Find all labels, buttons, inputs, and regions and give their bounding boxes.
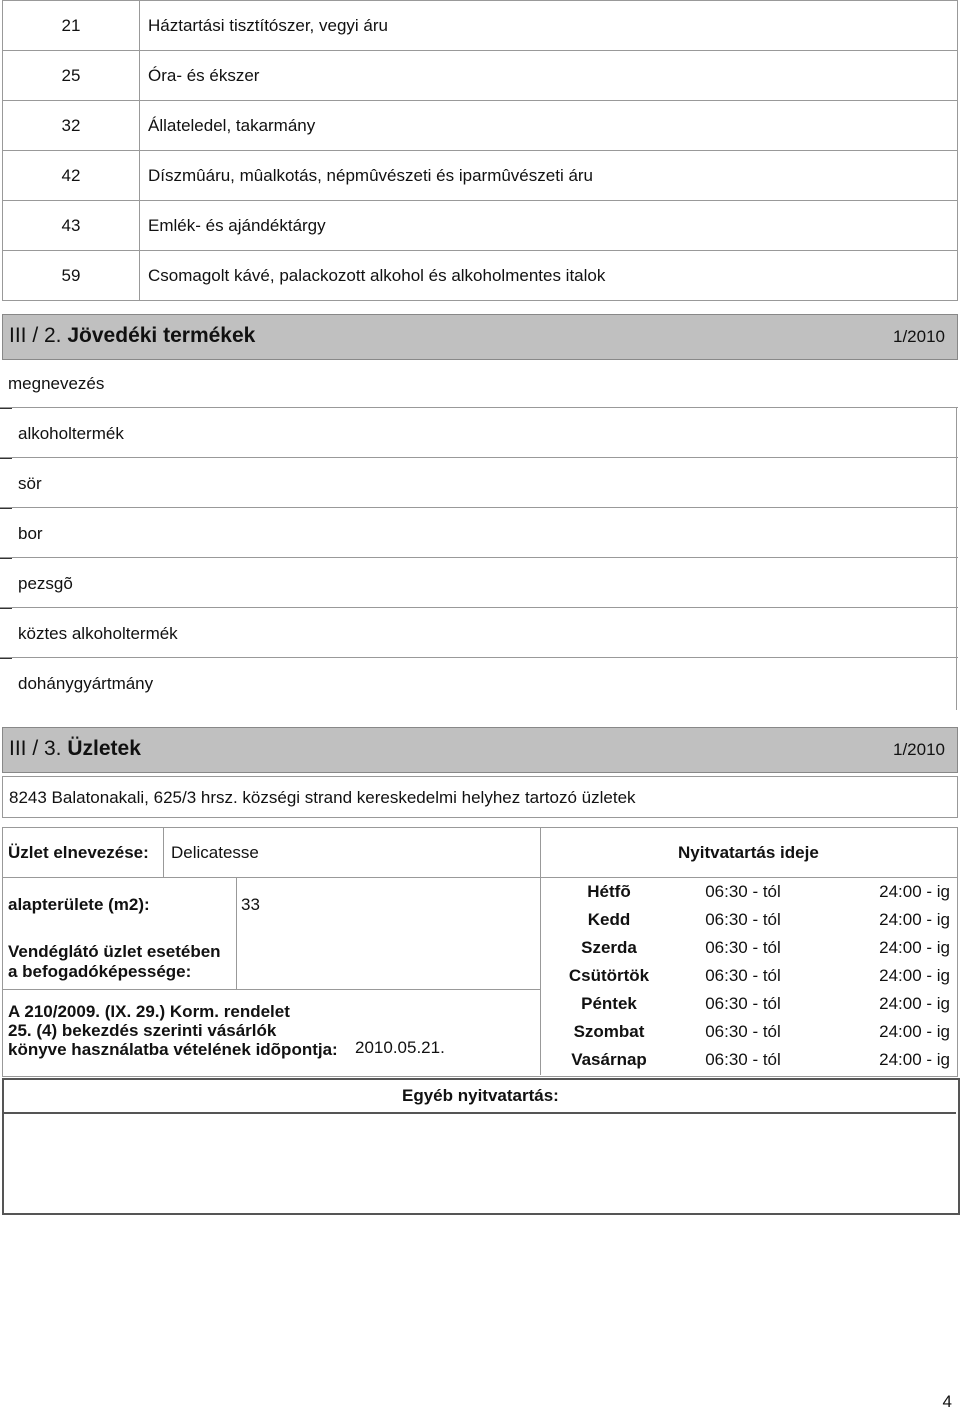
- shop-name-value: Delicatesse: [171, 843, 259, 862]
- category-name: Óra- és ékszer: [140, 51, 958, 101]
- category-name: Díszmûáru, mûalkotás, népmûvészeti és iparmûvészeti áru: [140, 151, 958, 201]
- section-number: III / 3.: [9, 737, 62, 760]
- category-name: Állateledel, takarmány: [140, 101, 958, 151]
- shop-name-label: Üzlet elnevezése:: [8, 843, 149, 862]
- category-code: 32: [3, 101, 140, 151]
- section-number: III / 2.: [9, 324, 62, 347]
- table-row: [3, 201, 958, 251]
- list-item-label: bor: [18, 524, 43, 543]
- list-item: [0, 507, 958, 557]
- weekday: Hétfõ: [587, 882, 631, 901]
- category-code: 59: [3, 251, 140, 301]
- open-time: 06:30 - tól: [705, 1022, 781, 1041]
- list-item-label: alkoholtermék: [18, 424, 124, 443]
- list-item: [0, 557, 958, 607]
- category-name: Háztartási tisztítószer, vegyi áru: [140, 1, 958, 51]
- divider: [2, 989, 540, 990]
- close-time: 24:00 - ig: [879, 1022, 950, 1041]
- table-row: [540, 990, 956, 1018]
- category-code: 21: [3, 1, 140, 51]
- area-value: 33: [241, 895, 260, 914]
- table-row: [540, 906, 956, 934]
- shop-address-box: [2, 776, 958, 818]
- shop-address: 8243 Balatonakali, 625/3 hrsz. községi strand kereskedelmi helyhez tartozó üzletek: [9, 788, 636, 807]
- list-item-label: dohánygyártmány: [18, 674, 154, 693]
- section-title: [9, 737, 141, 761]
- page-number: 4: [942, 1392, 952, 1411]
- section-name: Jövedéki termékek: [67, 324, 256, 347]
- weekday: Szerda: [581, 938, 637, 957]
- category-code: 25: [3, 51, 140, 101]
- category-code: 43: [3, 201, 140, 251]
- product-category-table: [2, 0, 958, 301]
- section-date: 1/2010: [893, 327, 945, 346]
- table-row: [3, 251, 958, 301]
- excise-section-header: [2, 314, 958, 360]
- divider: [956, 407, 957, 710]
- list-item: [0, 457, 958, 507]
- capacity-label-line: a befogadóképessége:: [8, 962, 192, 981]
- table-row: [3, 101, 958, 151]
- decree-label: [8, 1002, 338, 1059]
- decree-date: 2010.05.21.: [355, 1038, 445, 1057]
- divider: [2, 1112, 956, 1114]
- weekday: Vasárnap: [571, 1050, 647, 1069]
- list-item: [0, 407, 958, 457]
- open-time: 06:30 - tól: [705, 882, 781, 901]
- excise-product-list: [0, 407, 958, 707]
- weekday: Kedd: [587, 910, 631, 929]
- open-time: 06:30 - tól: [705, 966, 781, 985]
- section-title: [9, 324, 255, 348]
- capacity-label: [8, 942, 221, 982]
- divider: [163, 827, 164, 877]
- list-item-label: köztes alkoholtermék: [18, 624, 178, 643]
- decree-label-line: A 210/2009. (IX. 29.) Korm. rendelet: [8, 1002, 290, 1021]
- category-name: Emlék- és ajándéktárgy: [140, 201, 958, 251]
- table-row: [3, 1, 958, 51]
- close-time: 24:00 - ig: [879, 1050, 950, 1069]
- area-label: alapterülete (m2):: [8, 895, 150, 914]
- opening-hours-title: Nyitvatartás ideje: [678, 843, 819, 862]
- list-item: [0, 657, 958, 707]
- excise-column-header: megnevezés: [8, 374, 105, 393]
- table-row: [3, 51, 958, 101]
- open-time: 06:30 - tól: [705, 994, 781, 1013]
- list-item: [0, 607, 958, 657]
- section-date: 1/2010: [893, 740, 945, 759]
- open-time: 06:30 - tól: [705, 910, 781, 929]
- category-code: 42: [3, 151, 140, 201]
- decree-label-line: könyve használatba vételének idõpontja:: [8, 1040, 338, 1059]
- open-time: 06:30 - tól: [705, 1050, 781, 1069]
- weekday: Péntek: [581, 994, 637, 1013]
- other-hours-label: Egyéb nyitvatartás:: [402, 1086, 559, 1105]
- table-row: [540, 1046, 956, 1074]
- close-time: 24:00 - ig: [879, 966, 950, 985]
- close-time: 24:00 - ig: [879, 994, 950, 1013]
- table-row: [540, 1018, 956, 1046]
- category-name: Csomagolt kávé, palackozott alkohol és alkoholmentes italok: [140, 251, 958, 301]
- table-row: [3, 151, 958, 201]
- weekday: Csütörtök: [568, 966, 650, 985]
- list-item-label: sör: [18, 474, 42, 493]
- close-time: 24:00 - ig: [879, 938, 950, 957]
- section-name: Üzletek: [67, 737, 141, 760]
- open-time: 06:30 - tól: [705, 938, 781, 957]
- close-time: 24:00 - ig: [879, 882, 950, 901]
- table-row: [540, 878, 956, 906]
- capacity-label-line: Vendéglátó üzlet esetében: [8, 942, 221, 961]
- table-row: [540, 962, 956, 990]
- divider: [236, 877, 237, 989]
- list-item-label: pezsgõ: [18, 574, 73, 593]
- decree-label-line: 25. (4) bekezdés szerinti vásárlók: [8, 1021, 277, 1040]
- close-time: 24:00 - ig: [879, 910, 950, 929]
- opening-hours-table: [540, 878, 956, 1074]
- table-row: [540, 934, 956, 962]
- weekday: Szombat: [573, 1022, 645, 1041]
- shops-section-header: [2, 727, 958, 773]
